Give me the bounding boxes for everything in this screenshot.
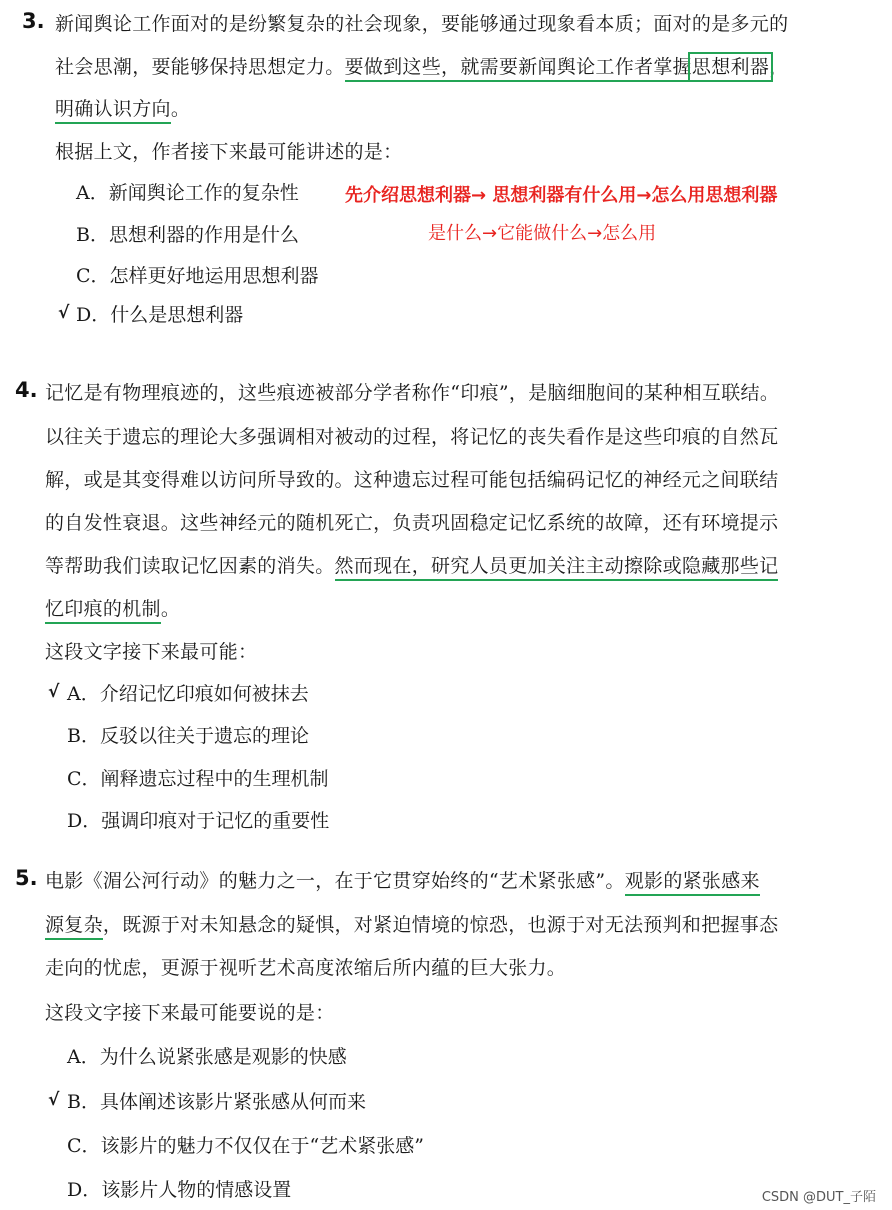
check-mark-icon: √ (48, 682, 60, 702)
option-d: D．该影片人物的情感设置 (67, 1179, 292, 1201)
question-number: 3. (22, 9, 45, 33)
passage-line: 记忆是有物理痕迹的，这些痕迹被部分学者称作“印痕”，是脑细胞间的某种相互联结。 (45, 382, 780, 404)
option-c: C．该影片的魅力不仅仅在于“艺术紧张感” (67, 1135, 424, 1157)
passage-line: 以往关于遗忘的理论大多强调相对被动的过程，将记忆的丧失看作是这些印痕的自然瓦 (45, 426, 779, 448)
passage-line: 电影《湄公河行动》的魅力之一，在于它贯穿始终的“艺术紧张感”。观影的紧张感来 (45, 866, 760, 893)
question-prompt: 这段文字接下来最可能要说的是： (45, 1002, 335, 1024)
passage-line: 社会思潮，要能够保持思想定力。要做到这些，就需要新闻舆论工作者掌握思想利器， (55, 52, 788, 79)
passage-line: 忆印痕的机制。 (45, 594, 180, 621)
option-b: B．具体阐述该影片紧张感从何而来 (67, 1091, 366, 1113)
option-d: D．什么是思想利器 (76, 304, 244, 326)
option-a: A．新闻舆论工作的复杂性 (76, 182, 299, 204)
check-mark-icon: √ (48, 1090, 60, 1110)
passage-line: 的自发性衰退。这些神经元的随机死亡，负责巩固稳定记忆系统的故障，还有环境提示 (45, 512, 779, 534)
option-b: B．思想利器的作用是什么 (76, 224, 299, 246)
passage-line: 等帮助我们读取记忆因素的消失。然而现在，研究人员更加关注主动擦除或隐藏那些记 (45, 551, 778, 578)
option-c: C．阐释遗忘过程中的生理机制 (67, 768, 329, 790)
passage-line: 新闻舆论工作面对的是纷繁复杂的社会现象，要能够通过现象看本质；面对的是多元的 (55, 13, 789, 35)
option-a: A．介绍记忆印痕如何被抹去 (67, 683, 309, 705)
key-sentence-underline: 然而现在，研究人员更加关注主动擦除或隐藏那些记 (335, 555, 779, 581)
question-number: 4. (15, 378, 38, 402)
annotation-note: 是什么→它能做什么→怎么用 (428, 223, 657, 244)
key-sentence-underline: 明确认识方向 (55, 98, 171, 124)
keyword-box: 思想利器 (691, 56, 770, 78)
option-c: C．怎样更好地运用思想利器 (76, 265, 319, 287)
passage-line: 解，或是其变得难以访问所导致的。这种遗忘过程可能包括编码记忆的神经元之间联结 (45, 469, 779, 491)
question-prompt: 这段文字接下来最可能： (45, 641, 258, 663)
key-sentence-underline: 观影的紧张感来 (625, 870, 760, 896)
option-a: A．为什么说紧张感是观影的快感 (67, 1046, 347, 1068)
passage-line: 明确认识方向。 (55, 94, 190, 121)
option-d: D．强调印痕对于记忆的重要性 (67, 810, 330, 832)
annotation-note: 先介绍思想利器→ 思想利器有什么用→怎么用思想利器 (345, 185, 778, 206)
key-sentence-underline: 要做到这些，就需要新闻舆论工作者掌握思想利器 (345, 56, 770, 82)
question-prompt: 根据上文，作者接下来最可能讲述的是： (55, 141, 403, 163)
key-sentence-underline: 源复杂 (45, 914, 103, 940)
check-mark-icon: √ (58, 303, 70, 323)
watermark: CSDN @DUT_子陌 (761, 1190, 876, 1205)
question-number: 5. (15, 866, 38, 890)
key-sentence-underline: 忆印痕的机制 (45, 598, 161, 624)
option-b: B．反驳以往关于遗忘的理论 (67, 725, 309, 747)
passage-line: 走向的忧虑，更源于视听艺术高度浓缩后所内蕴的巨大张力。 (45, 957, 567, 979)
passage-line: 源复杂，既源于对未知悬念的疑惧，对紧迫情境的惊恐，也源于对无法预判和把握事态 (45, 910, 778, 937)
